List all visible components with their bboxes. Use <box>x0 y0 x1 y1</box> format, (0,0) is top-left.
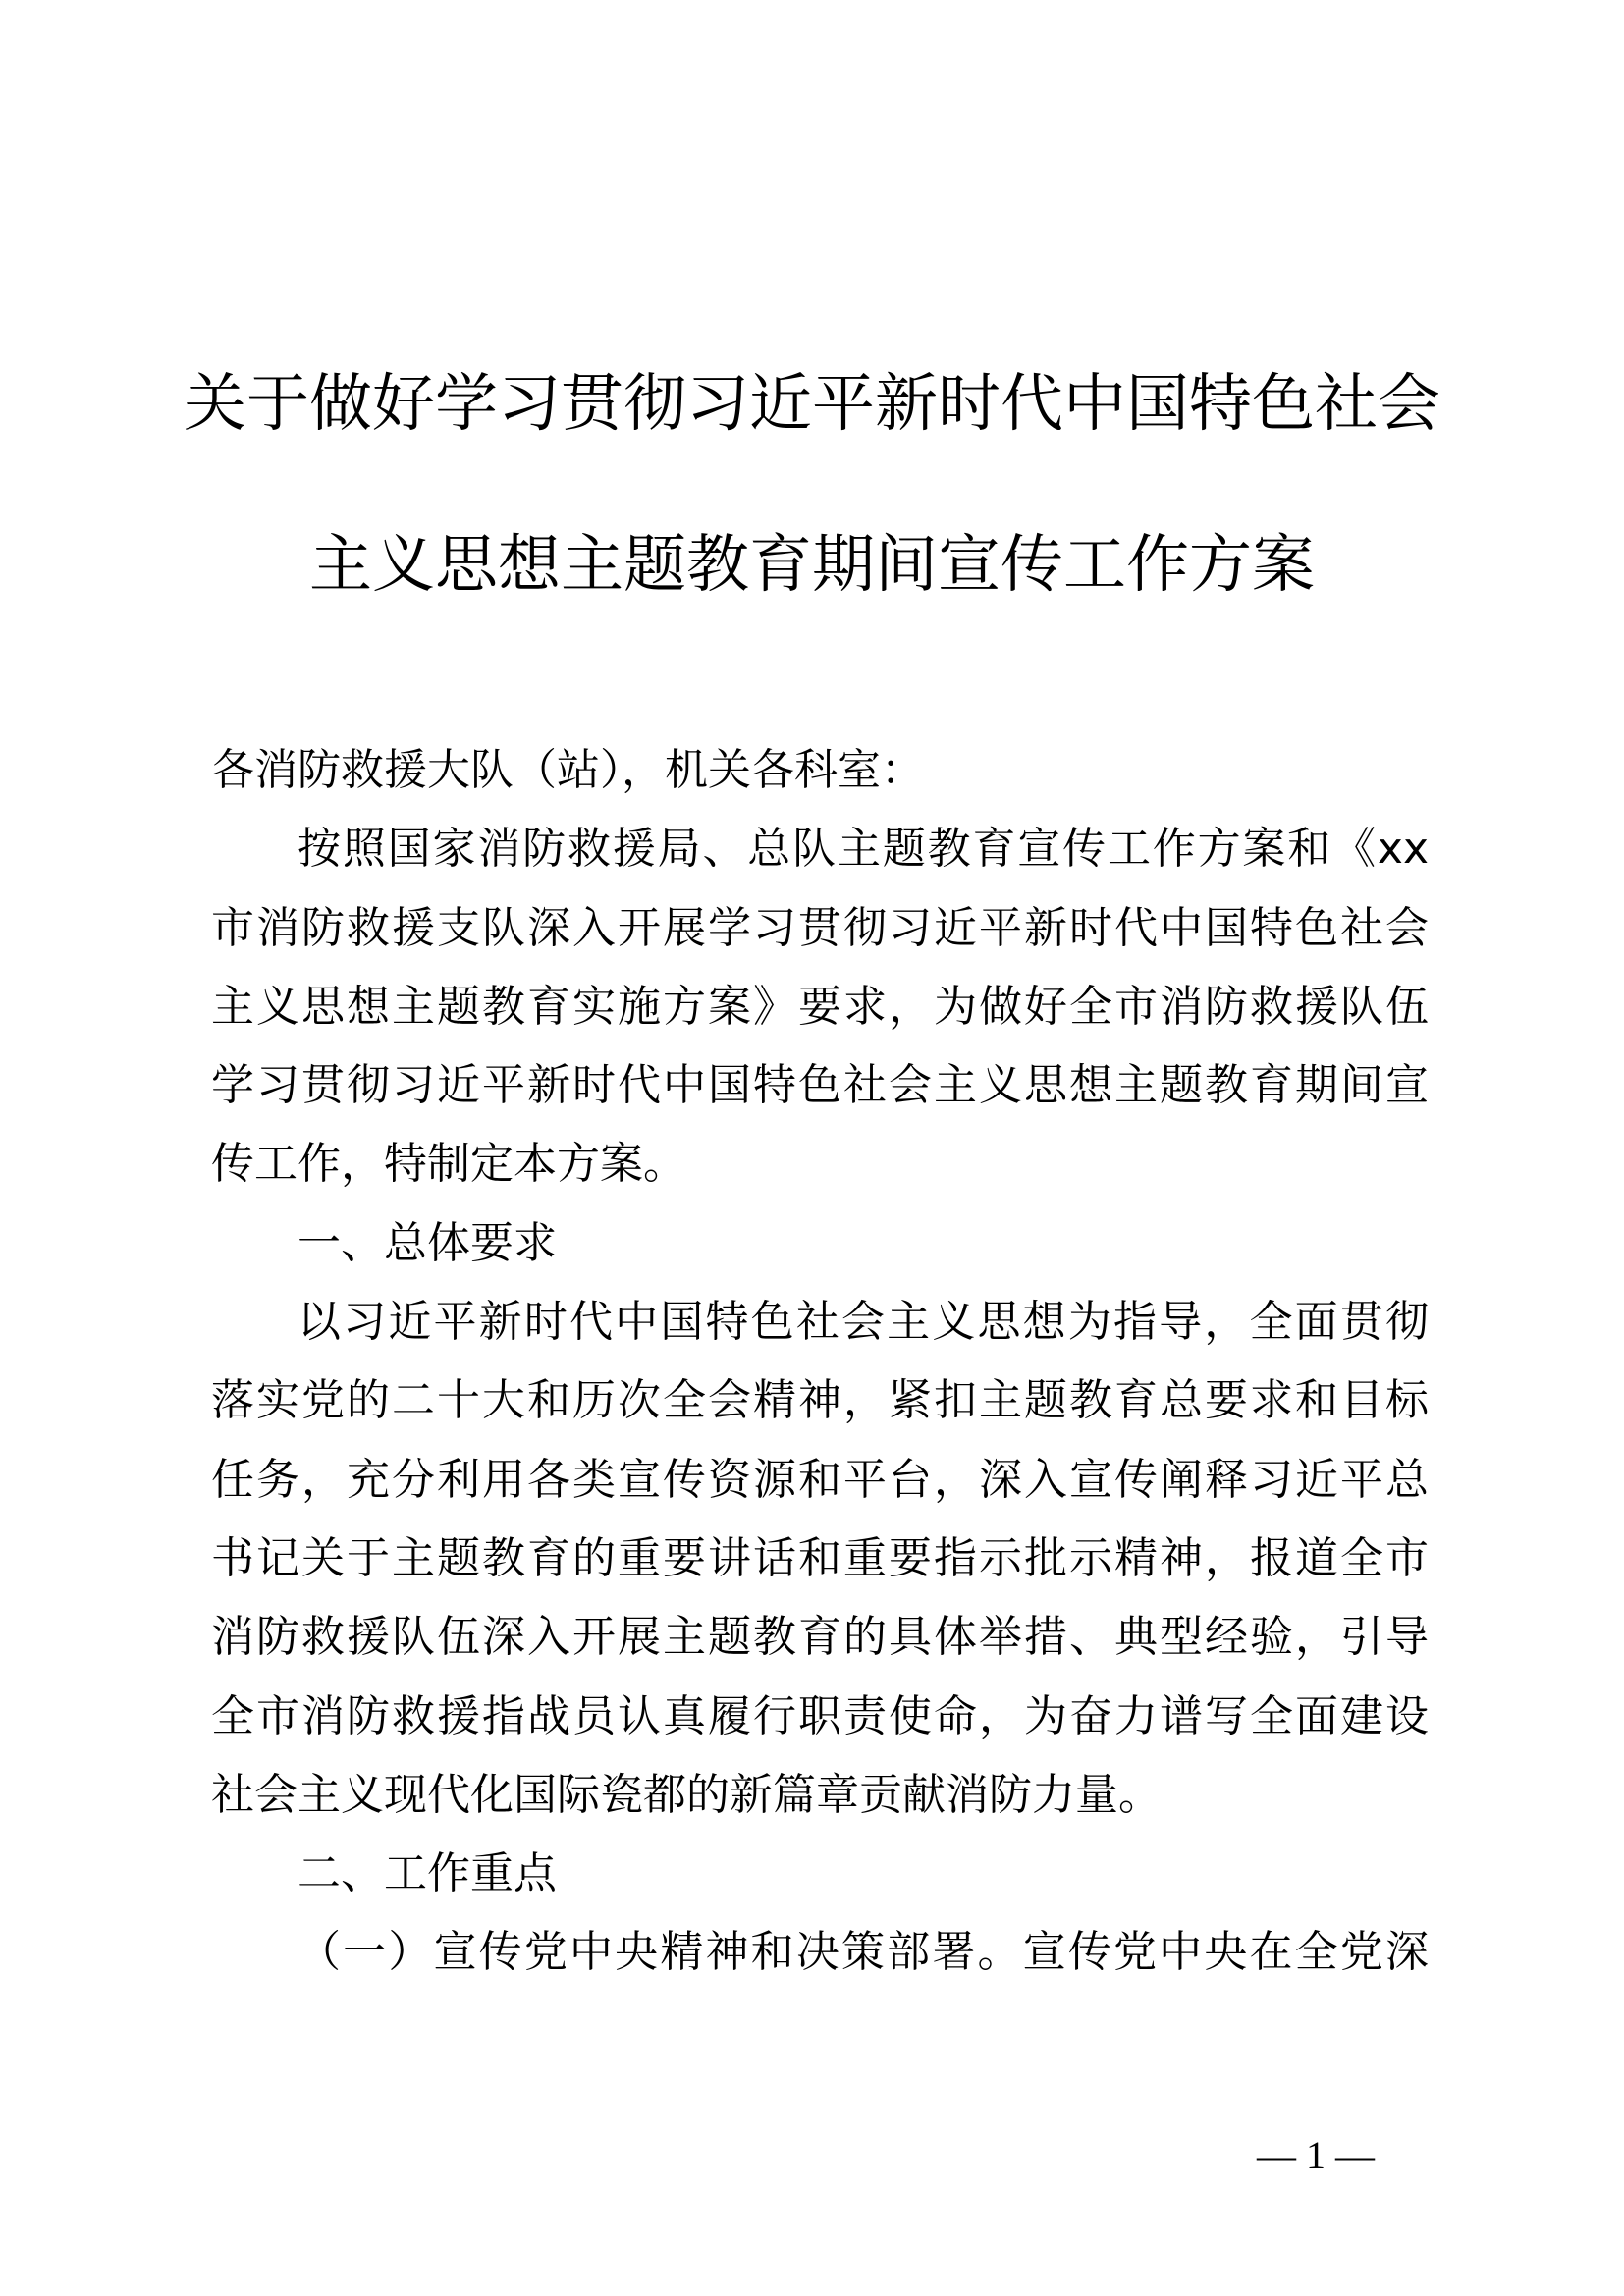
paragraph-line: 落实党的二十大和历次全会精神，紧扣主题教育总要求和目标 <box>211 1375 1429 1426</box>
paragraph-line: 书记关于主题教育的重要讲话和重要指示批示精神，报道全市 <box>211 1532 1429 1583</box>
paragraph-line: 主义思想主题教育实施方案》要求，为做好全市消防救援队伍 <box>211 981 1429 1032</box>
paragraph-line: 学习贯彻习近平新时代中国特色社会主义思想主题教育期间宣 <box>211 1060 1429 1111</box>
document-title-line-1: 关于做好学习贯彻习近平新时代中国特色社会 <box>184 368 1440 441</box>
paragraph-line: 社会主义现代化国际瓷都的新篇章贡献消防力量。 <box>211 1769 1162 1820</box>
document-title-line-2: 主义思想主题教育期间宣传工作方案 <box>309 529 1315 602</box>
paragraph-line: （一）宣传党中央精神和决策部署。宣传党中央在全党深 <box>298 1927 1429 1978</box>
paragraph-line: 全市消防救援指战员认真履行职责使命，为奋力谱写全面建设 <box>211 1690 1429 1741</box>
paragraph-line: 按照国家消防救援局、总队主题教育宣传工作方案和《xx <box>298 824 1429 875</box>
section-heading: 二、工作重点 <box>298 1848 557 1899</box>
section-heading: 一、总体要求 <box>298 1217 557 1268</box>
salutation: 各消防救援大队（站），机关各科室： <box>211 745 924 795</box>
paragraph-line: 传工作，特制定本方案。 <box>211 1139 686 1190</box>
paragraph-line: 消防救援队伍深入开展主题教育的具体举措、典型经验，引导 <box>211 1612 1429 1663</box>
paragraph-line: 市消防救援支队深入开展学习贯彻习近平新时代中国特色社会 <box>211 902 1429 953</box>
paragraph-line: 任务，充分利用各类宣传资源和平台，深入宣传阐释习近平总 <box>211 1454 1429 1505</box>
document-body <box>211 731 1429 1993</box>
page-number: — 1 — <box>1257 2133 1375 2177</box>
paragraph-line: 以习近平新时代中国特色社会主义思想为指导，全面贯彻 <box>298 1297 1429 1348</box>
